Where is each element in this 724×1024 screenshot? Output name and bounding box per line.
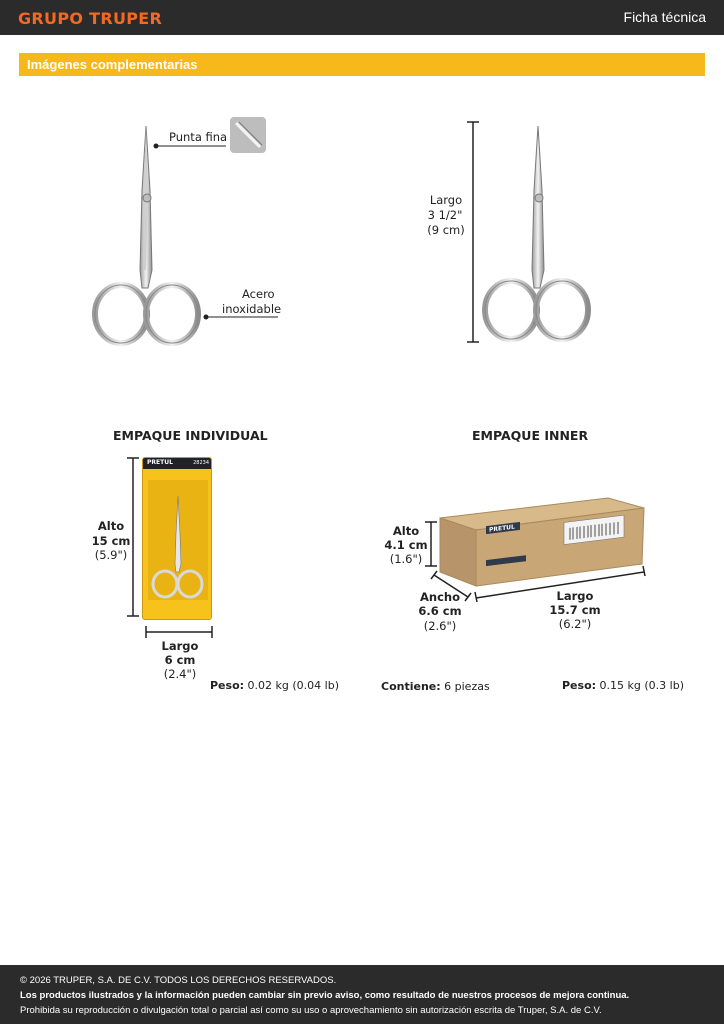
length-cm: (9 cm) — [427, 223, 465, 237]
footer-notice: Los productos ilustrados y la información pueden cambiar sin previo aviso, como resultado de nuestros procesos de mejora continua. — [20, 990, 630, 1001]
individual-length-in: (2.4") — [163, 667, 197, 681]
scissors-detail-image — [88, 120, 208, 350]
individual-weight-key: Peso: — [210, 679, 245, 692]
inner-box-brand: PRETUL — [489, 523, 515, 534]
inner-weight-value: 0.15 kg (0.3 lb) — [599, 679, 684, 692]
inner-width-cm: 6.6 cm — [418, 604, 462, 618]
material-label-line2: inoxidable — [222, 302, 282, 316]
section-title: Imágenes complementarias — [27, 57, 198, 72]
inner-length-cm: 15.7 cm — [549, 603, 601, 617]
footer-copyright: © 2026 TRUPER, S.A. DE C.V. TODOS LOS DERECHOS RESERVADOS. — [20, 975, 337, 986]
document-type: Ficha técnica — [623, 9, 706, 25]
length-label: Largo — [429, 193, 463, 207]
scissors-length-image — [480, 120, 600, 346]
length-dimension-line — [466, 120, 480, 346]
footer-bar — [0, 965, 724, 1024]
blade-tip-icon — [230, 117, 266, 153]
inner-contents-value: 6 piezas — [444, 680, 490, 693]
individual-length-cm: 6 cm — [164, 653, 196, 667]
footer-legal: Prohibida su reproducción o divulgación total o parcial así como su uso o aprovechamiento sin autorización escrita de Truper, S.A. de C.V. — [20, 1005, 602, 1016]
section-bar — [19, 53, 705, 76]
individual-height-in: (5.9") — [94, 548, 128, 562]
inner-height-cm: 4.1 cm — [384, 538, 428, 552]
length-inches: 3 1/2" — [427, 208, 463, 222]
inner-height-in: (1.6") — [389, 552, 423, 566]
individual-weight-value: 0.02 kg (0.04 lb) — [247, 679, 339, 692]
individual-weight — [210, 679, 339, 692]
blister-card-image — [142, 457, 212, 620]
inner-contents — [381, 680, 490, 693]
inner-weight — [562, 679, 684, 692]
inner-contents-key: Contiene: — [381, 680, 441, 693]
brand-logo: GRUPO TRUPER — [18, 9, 163, 28]
tip-label: Punta fina — [169, 130, 228, 144]
inner-length-in: (6.2") — [558, 617, 592, 631]
individual-package-heading: EMPAQUE INDIVIDUAL — [113, 428, 268, 443]
header-bar — [0, 0, 724, 35]
individual-length-dimension — [144, 626, 216, 638]
individual-length-label: Largo — [161, 639, 199, 653]
inner-package-heading: EMPAQUE INNER — [472, 428, 589, 443]
inner-weight-key: Peso: — [562, 679, 597, 692]
inner-height-label: Alto — [392, 524, 420, 538]
inner-length-label: Largo — [556, 589, 594, 603]
inner-width-label: Ancho — [420, 590, 460, 604]
tip-zoom-thumbnail — [230, 117, 266, 153]
inner-width-in: (2.6") — [423, 619, 457, 633]
blister-card-header — [143, 458, 212, 469]
blister-scissors-image — [149, 494, 207, 604]
blister-brand: PRETUL — [147, 459, 173, 466]
material-label-line1: Acero — [242, 287, 275, 301]
individual-height-cm: 15 cm — [91, 534, 131, 548]
blister-code: 28234 — [193, 460, 209, 466]
individual-height-label: Alto — [97, 519, 125, 533]
